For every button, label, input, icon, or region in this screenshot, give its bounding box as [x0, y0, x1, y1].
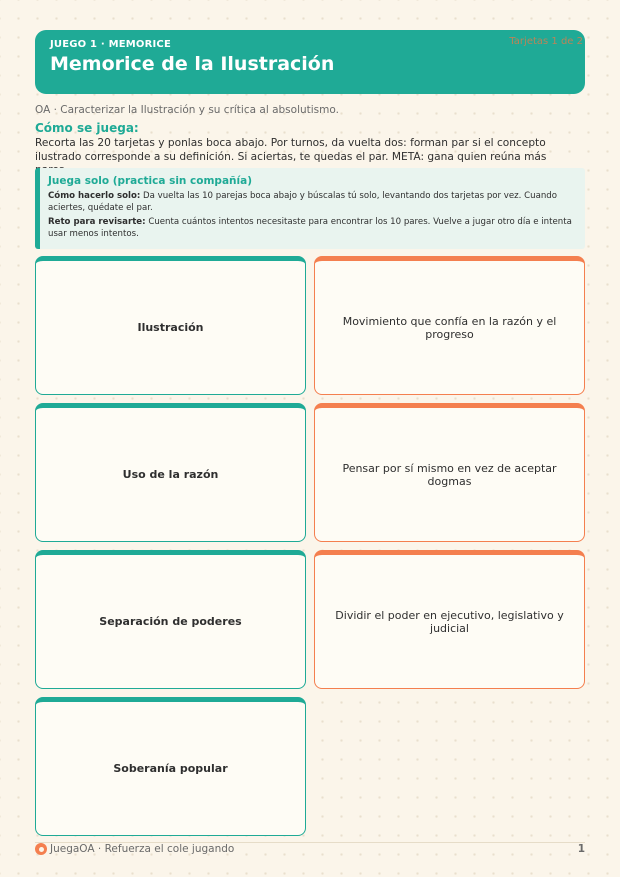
definition-card: Movimiento que confía en la razón y el progreso: [314, 256, 585, 395]
how-to-play-title: Cómo se juega:: [35, 121, 139, 135]
game-tag: JUEGO 1 · MEMORICE: [50, 39, 172, 50]
solo-review-line: [48, 216, 575, 240]
page-title: Memorice de la Ilustración: [50, 53, 335, 75]
solo-how-text: Da vuelta las 10 parejas boca abajo y búscalas tú solo, levantando dos tarjetas por vez. Cuando aciertes, quédate el par.: [48, 191, 558, 213]
page-number: 1: [577, 843, 585, 855]
concept-card: Soberanía popular: [35, 697, 306, 836]
concept-card: Uso de la razón: [35, 403, 306, 542]
solo-review-text: Cuenta cuántos intentos necesitaste para encontrar los 10 pares. Vuelve a jugar otro día e intenta usar menos intentos.: [48, 217, 572, 239]
definition-card: Pensar por sí mismo en vez de aceptar dogmas: [314, 403, 585, 542]
cards-page-tag: Tarjetas 1 de 2: [509, 36, 583, 47]
concept-card: Separación de poderes: [35, 550, 306, 689]
solo-review-label: Reto para revisarte:: [48, 217, 146, 227]
solo-play-box: [35, 168, 585, 249]
solo-how-label: Cómo hacerlo solo:: [48, 191, 141, 201]
solo-how-line: [48, 190, 575, 214]
definition-card: Dividir el poder en ejecutivo, legislativo y judicial: [314, 550, 585, 689]
target-icon: [35, 843, 47, 855]
solo-play-title: Juega solo (practica sin compañía): [48, 175, 252, 187]
how-to-play-text: Recorta las 20 tarjetas y ponlas boca abajo. Por turnos, da vuelta dos: forman par si el concepto ilustrado corresponde a su definición. Si aciertas, te quedas el par. META: gana quien reúna más: [35, 137, 547, 163]
game-header: [35, 30, 585, 94]
footer-brand: JuegaOA · Refuerza el cole jugando: [50, 843, 235, 855]
concept-card: Ilustración: [35, 256, 306, 395]
learning-objective: OA · Caracterizar la Ilustración y su crítica al absolutismo.: [35, 104, 339, 116]
